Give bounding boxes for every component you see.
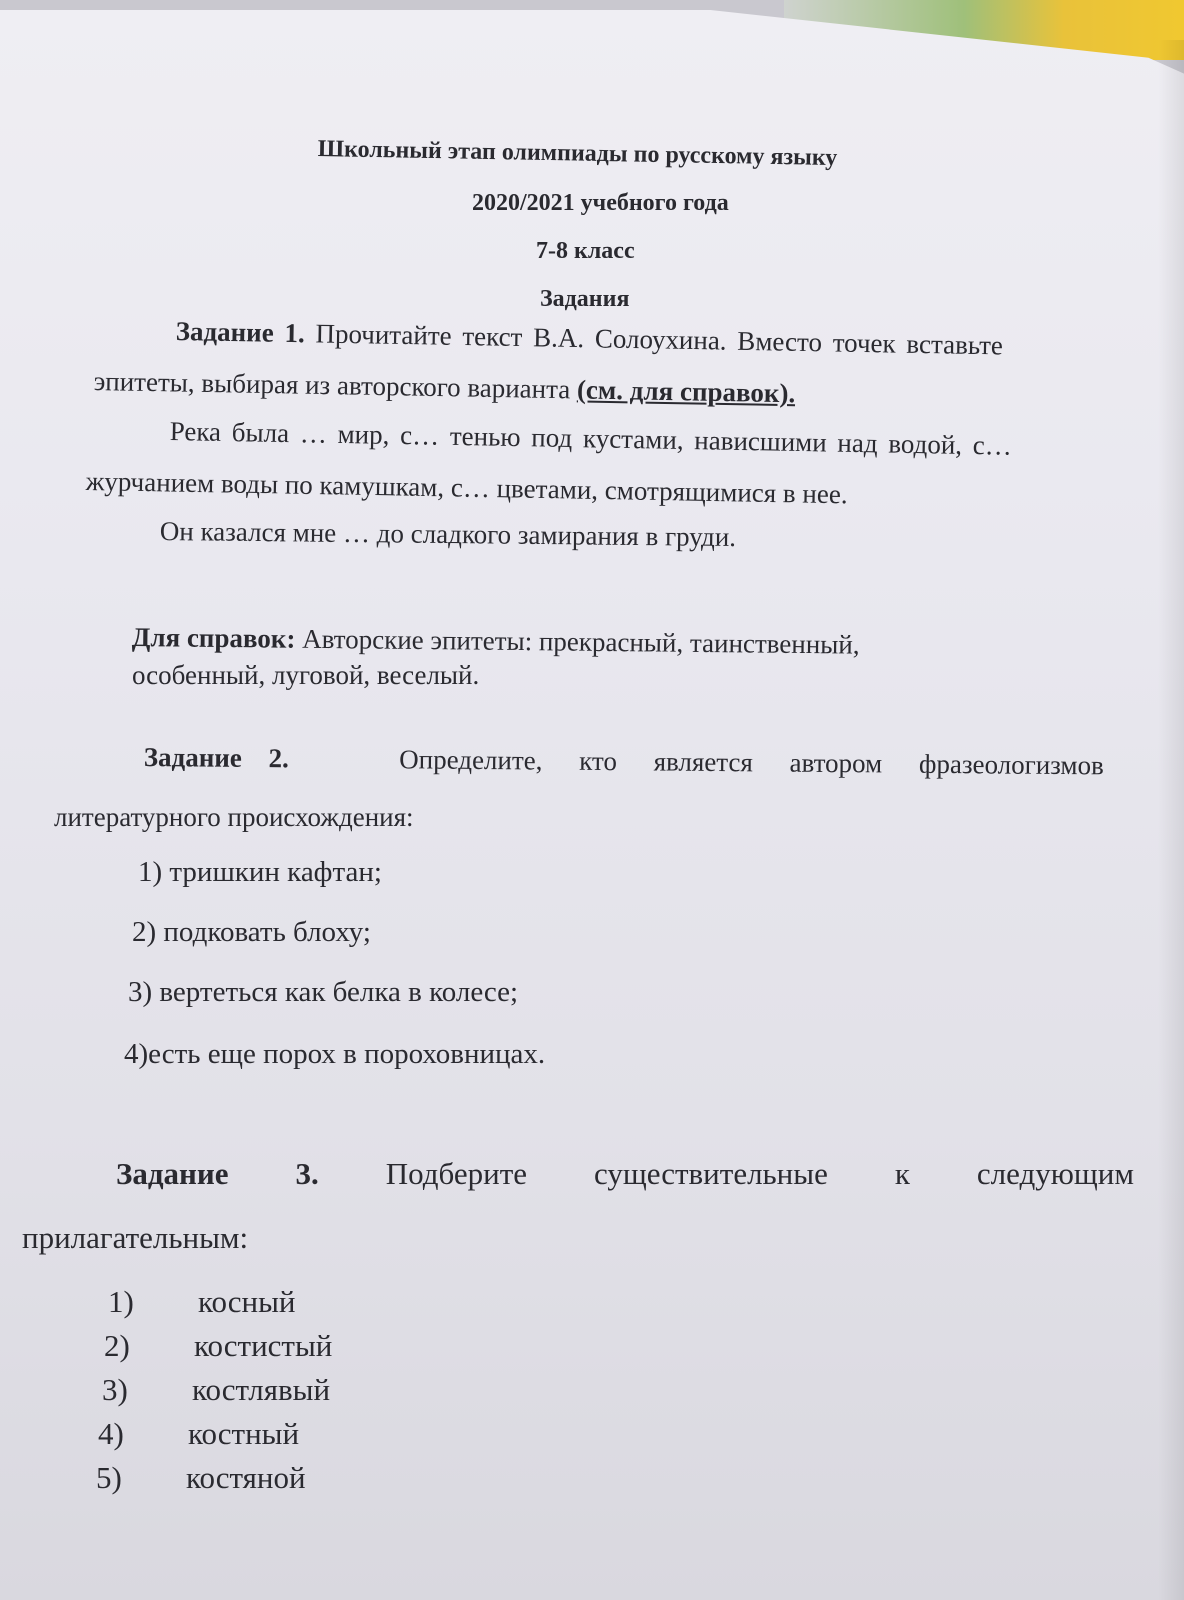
task1-text-line1: Река была … мир, с… тенью под кустами, нависшими над водой, с… <box>169 416 1013 461</box>
task3-item-word: костлявый <box>192 1372 331 1407</box>
task1-ref-text1: Авторские эпитеты: прекрасный, таинственный, <box>302 623 860 660</box>
task1-intro-a: Прочитайте текст В.А. Солоухина. Вместо точек вставьте <box>315 318 1004 361</box>
task1-text-line3: Он казался мне … до сладкого замирания в груди. <box>159 516 737 553</box>
task3-item <box>96 1460 306 1496</box>
task3-item <box>104 1328 332 1364</box>
task3-intro-word1: Подберите <box>385 1156 528 1191</box>
task1-intro-b: эпитеты, выбирая из авторского варианта <box>93 366 571 405</box>
task3-item-word: костяной <box>186 1460 306 1495</box>
header-tasks: Задания <box>540 286 630 312</box>
task2-item: 4)есть еще порох в пороховницах. <box>124 1038 546 1070</box>
task3-item-num: 5) <box>96 1460 122 1495</box>
task3-item-num: 1) <box>108 1284 134 1319</box>
task3-intro-line2: прилагательным: <box>22 1220 249 1255</box>
task2-intro-a: Определите, кто является автором фразеологизмов <box>399 744 1104 781</box>
task3-intro-word2: существительные <box>593 1156 828 1191</box>
task1-label: Задание 1. <box>175 316 305 349</box>
task3-intro-word4: следующим <box>976 1156 1134 1191</box>
task2-intro-line2: литературного происхождения: <box>54 802 414 832</box>
task3-item-num: 4) <box>98 1416 124 1451</box>
task3-intro-line1 <box>116 1156 1134 1192</box>
sheet-edge-shadow <box>1158 40 1184 1600</box>
header-grade: 7-8 класс <box>536 238 635 264</box>
task2-item: 3) вертеться как белка в колесе; <box>128 976 519 1008</box>
header-year: 2020/2021 учебного года <box>472 190 729 216</box>
task3-label-num: 3. <box>295 1156 319 1191</box>
task1-reference-line2: особенный, луговой, веселый. <box>132 660 480 690</box>
task3-item <box>102 1372 330 1408</box>
task1-ref-link: (см. для справок). <box>576 374 796 409</box>
task3-item <box>108 1284 296 1320</box>
task3-label-word: Задание <box>116 1156 229 1191</box>
task3-item-word: костистый <box>194 1328 333 1363</box>
task3-item-num: 3) <box>102 1372 128 1407</box>
task1-ref-label: Для справок: <box>131 622 296 654</box>
task1-text-line2: журчанием воды по камушкам, с… цветами, смотрящимися в нее. <box>85 466 848 510</box>
header-title: Школьный этап олимпиады по русскому языку <box>317 136 838 172</box>
task2-item: 1) тришкин кафтан; <box>138 856 382 888</box>
task3-item <box>98 1416 299 1452</box>
task2-label: Задание 2. <box>143 742 290 774</box>
task2-item: 2) подковать блоху; <box>132 916 371 948</box>
task3-item-word: косный <box>198 1284 296 1319</box>
task3-item-word: костный <box>188 1416 300 1451</box>
task3-intro-word3: к <box>894 1156 910 1191</box>
task3-item-num: 2) <box>104 1328 130 1363</box>
